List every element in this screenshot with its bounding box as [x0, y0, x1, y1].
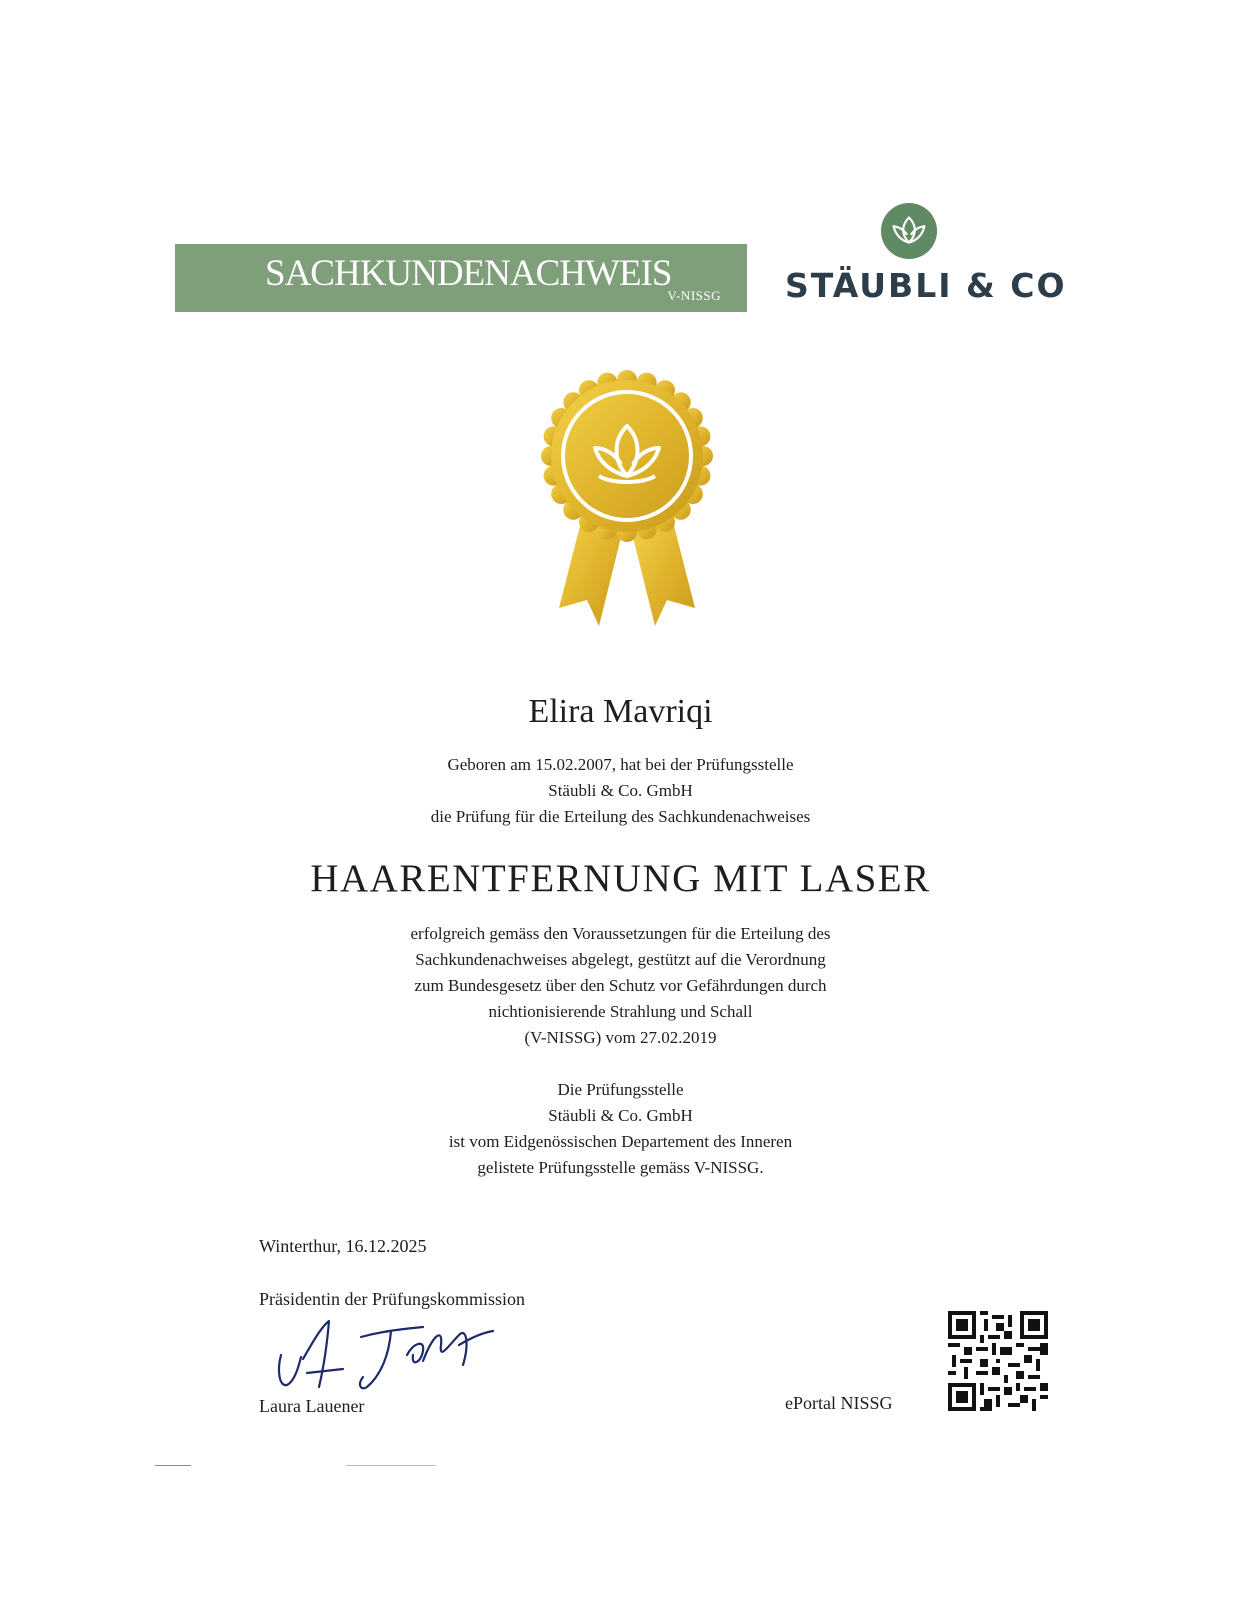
divider: [346, 1465, 436, 1466]
header-banner: [175, 244, 747, 312]
details-line: zum Bundesgesetz über den Schutz vor Gefährdungen durch: [414, 976, 827, 995]
details-line: (V-NISSG) vom 27.02.2019: [524, 1028, 717, 1047]
lotus-icon: [880, 202, 938, 260]
authority-line: ist vom Eidgenössischen Departement des Inneren: [448, 1132, 793, 1151]
banner-subtitle: V-NISSG: [667, 288, 721, 303]
place-date: Winterthur, 16.12.2025: [259, 1236, 427, 1256]
recipient-name: Elira Mavriqi: [528, 693, 713, 730]
authority-line: Stäubli & Co. GmbH: [548, 1106, 693, 1125]
intro-line: Stäubli & Co. GmbH: [548, 781, 693, 800]
certificate-title: HAARENTFERNUNG MIT LASER: [310, 857, 931, 900]
authority-line: Die Prüfungsstelle: [557, 1080, 684, 1099]
divider: [155, 1465, 191, 1466]
portal-label: ePortal NISSG: [785, 1393, 893, 1413]
banner-title: SACHKUNDENACHWEIS: [265, 253, 672, 294]
details-line: nichtionisierende Strahlung und Schall: [488, 1002, 753, 1021]
qr-code-icon[interactable]: [948, 1311, 1048, 1411]
brand-name: STÄUBLI & CO: [785, 266, 1067, 305]
intro-line: die Prüfung für die Erteilung des Sachkundenachweises: [430, 807, 811, 826]
intro-line: Geboren am 15.02.2007, hat bei der Prüfungsstelle: [447, 755, 794, 774]
gold-rosette-lotus-icon: [537, 368, 717, 640]
signatory-name: Laura Lauener: [259, 1396, 365, 1416]
details-line: erfolgreich gemäss den Voraussetzungen für die Erteilung des: [410, 924, 831, 943]
authority-line: gelistete Prüfungsstelle gemäss V-NISSG.: [477, 1158, 764, 1177]
handwritten-signature: [273, 1315, 503, 1395]
signatory-role: Präsidentin der Prüfungskommission: [259, 1289, 525, 1309]
details-line: Sachkundenachweises abgelegt, gestützt auf die Verordnung: [415, 950, 826, 969]
